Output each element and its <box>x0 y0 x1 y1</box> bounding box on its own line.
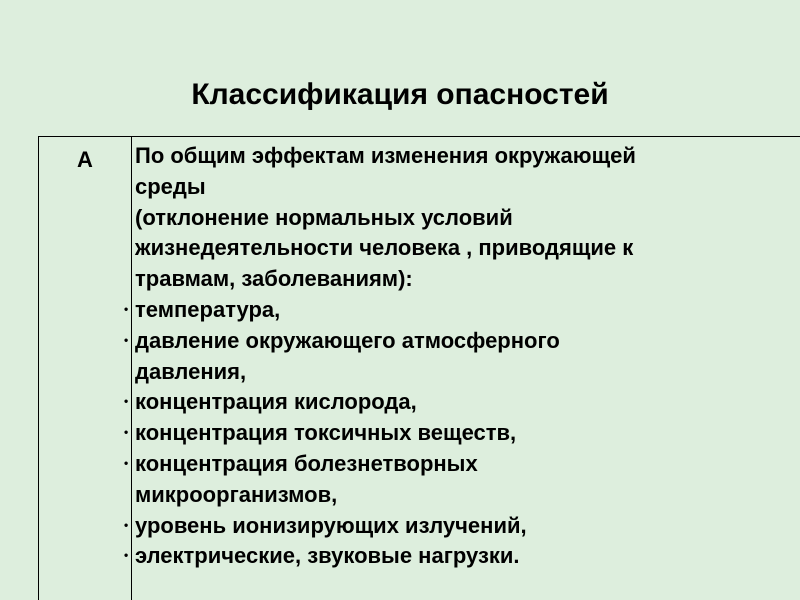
intro-line: По общим эффектам изменения окружающей <box>135 143 636 168</box>
list-item-text: температура, <box>135 296 281 322</box>
bullet-icon: • <box>124 425 129 440</box>
row-content <box>124 141 795 572</box>
intro-line: травмам, заболеваниям): <box>135 266 413 292</box>
hazard-list <box>124 295 795 572</box>
bullet-icon: • <box>124 394 129 409</box>
bullet-icon: • <box>124 332 129 347</box>
list-item-text: концентрация кислорода, <box>135 389 417 415</box>
classification-table <box>38 136 800 600</box>
list-item <box>124 541 795 572</box>
intro-line: среды <box>135 173 206 199</box>
list-item-text: концентрация болезнетворных <box>135 450 478 476</box>
intro-line: жизнедеятельности человека , приводящие к <box>135 235 634 261</box>
bullet-icon: • <box>124 517 129 532</box>
list-item-text: электрические, звуковые нагрузки. <box>135 543 520 569</box>
bullet-icon: • <box>124 455 129 470</box>
bullet-icon: • <box>124 548 129 563</box>
list-item <box>124 511 795 542</box>
list-item <box>124 387 795 418</box>
list-item <box>124 449 795 511</box>
list-item-text: давление окружающего атмосферного <box>135 327 560 353</box>
list-item <box>124 295 795 326</box>
list-item-text: концентрация токсичных веществ, <box>135 420 517 446</box>
slide-title: Классификация опасностей <box>191 78 609 111</box>
column-divider <box>131 137 132 600</box>
list-item-text: уровень ионизирующих излучений, <box>135 512 527 538</box>
list-item-text: микроорганизмов, <box>135 481 338 507</box>
list-item <box>124 418 795 449</box>
intro-line: (отклонение нормальных условий <box>135 204 513 230</box>
list-item <box>124 326 795 388</box>
list-item-text: давления, <box>135 358 247 384</box>
bullet-icon: • <box>124 301 129 316</box>
intro-text <box>135 141 795 295</box>
row-label: А <box>77 147 93 172</box>
